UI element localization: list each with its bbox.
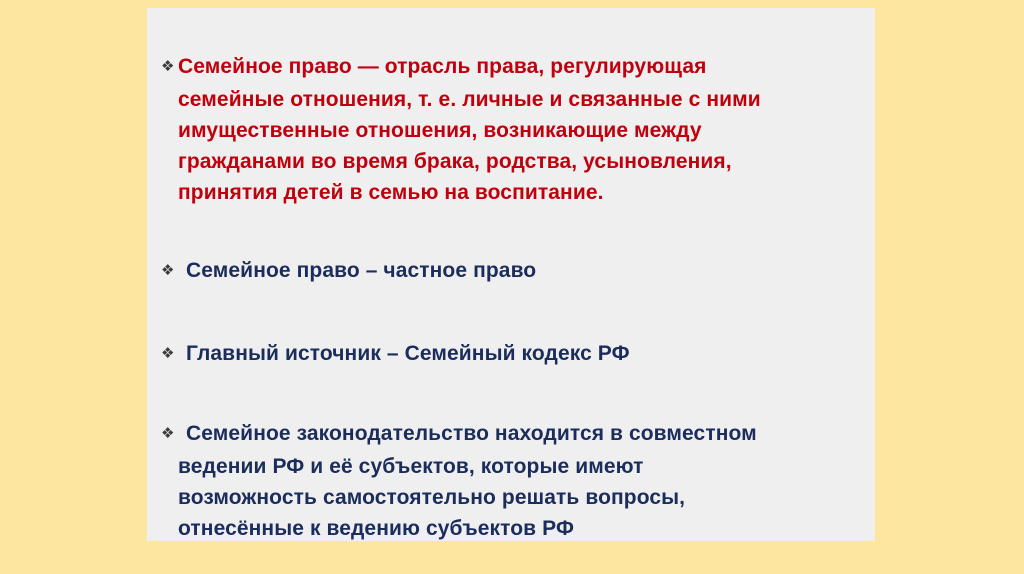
- legislation-bullet: [161, 418, 851, 544]
- bullet-text: Семейное законодательство находится в совместном: [186, 422, 757, 445]
- bullet-line: гражданами во время брака, родства, усыновления,: [178, 150, 732, 173]
- bullet-line: [161, 338, 851, 371]
- diamond-bullet-icon: ❖: [161, 425, 175, 442]
- diamond-bullet-icon: ❖: [161, 345, 175, 362]
- main-source-bullet: [161, 338, 851, 371]
- bullet-text: Семейное право — отрасль права, регулирующая: [178, 55, 707, 78]
- diamond-bullet-icon: ❖: [161, 262, 175, 279]
- bullet-line: принятия детей в семью на воспитание.: [178, 181, 604, 204]
- bullet-line: ведении РФ и её субъектов, которые имеют: [178, 455, 644, 478]
- bullet-line: имущественные отношения, возникающие между: [178, 119, 702, 142]
- slide-content-panel: [147, 8, 875, 541]
- bullet-text: Семейное право – частное право: [186, 259, 537, 282]
- bullet-line: отнесённые к ведению субъектов РФ: [178, 517, 574, 540]
- bullet-line: [161, 51, 851, 84]
- bullet-line: [161, 255, 851, 288]
- bullet-text: Главный источник – Семейный кодекс РФ: [186, 342, 630, 365]
- bullet-line: [161, 418, 851, 451]
- diamond-bullet-icon: ❖: [161, 58, 175, 75]
- private-law-bullet: [161, 255, 851, 288]
- bullet-line: семейные отношения, т. е. личные и связанные с ними: [178, 88, 761, 111]
- definition-bullet: [161, 51, 851, 208]
- bullet-line: возможность самостоятельно решать вопросы,: [178, 486, 686, 509]
